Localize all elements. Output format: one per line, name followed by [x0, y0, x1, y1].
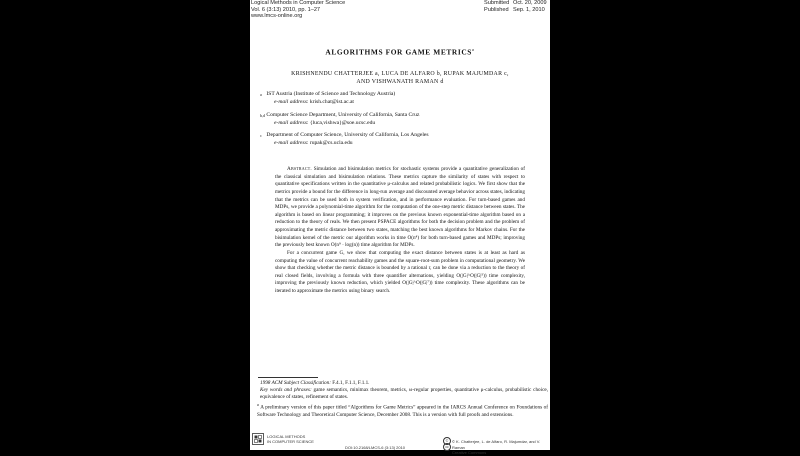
submitted-date: Oct. 20, 2009 — [513, 0, 547, 6]
email-label: e-mail address — [274, 139, 307, 146]
paper-page — [250, 0, 550, 456]
logo-line-2: IN COMPUTER SCIENCE — [267, 438, 314, 444]
logo-line-1: LOGICAL METHODS — [267, 434, 306, 439]
doi: DOI:10.2168/LMCS-6 (3:13) 2010 — [345, 445, 406, 450]
abstract-paragraph-1: Simulation and bisimulation metrics for stochastic systems provide a quantitative generalization of the classical simulation and bisimulation relations. These metrics capture the similarity of states with respect to quantitative specifications written in the quantitative μ-calculus and related probabilistic logics. We first show that the metrics provide a bound for the difference in long-run average and discounted average behavior across states, indicating that the metrics can be used both in system verification, and in performance evaluation. For turn-based games and MDPs, we provide a polynomial-time algorithm for the computation of the one-step metric distance between states. The algorithm is based on linear programming; it improves on the previous known exponential-time algorithm based on a reduction to the theory of reals. We then present PSPACE algorithms for both the decision problem and the problem of approximating the metric distance between two states, matching the best known algorithms for Markov chains. For the bisimulation kernel of the metric our algorithm works in time O(n⁴) for both turn-based games and MDPs; improving the previously best known O(n⁹ · log(n)) time algorithm for MDPs. — [275, 166, 525, 249]
affiliation-name: Computer Science Department, University of California, Santa Cruz — [266, 112, 420, 118]
paper-title — [250, 47, 550, 56]
affiliation-mark: a — [260, 92, 262, 97]
title-text: ALGORITHMS FOR GAME METRICS — [325, 47, 472, 57]
keywords-value: game semantics, minimax theorem, metrics, ω-regular properties, quantitative μ-calculus, probabilistic choice, equivalence of states, refinement of states. — [260, 387, 548, 401]
prelim-footnote-mark: a — [257, 402, 259, 407]
page-footer — [250, 432, 550, 456]
affiliation-mark: b,d — [260, 113, 265, 118]
copyright-icon: © — [443, 437, 451, 445]
acm-classification-label: 1998 ACM Subject Classification: — [260, 380, 331, 386]
email-address: : {luca,vishwa}@soe.ucsc.edu — [306, 119, 376, 126]
published-date: Sep. 1, 2010 — [513, 6, 545, 13]
email-address: : krish.chat@ist.ac.at — [306, 98, 354, 105]
journal-website: www.lmcs-online.org — [251, 13, 303, 20]
journal-name: Logical Methods in Computer Science — [251, 0, 346, 6]
footnotes — [254, 380, 548, 419]
copyright-notice — [452, 439, 550, 456]
lmcs-logo-text — [267, 435, 314, 444]
creative-commons-icon: cc — [443, 443, 451, 451]
title-footnote-mark: a — [471, 47, 475, 52]
abstract-label: Abstract. — [287, 166, 312, 172]
acm-classification-value: F.4.1, F.1.1, F.1.1. — [330, 380, 370, 386]
submitted-label: Submitted — [484, 0, 510, 6]
affiliation-bd — [260, 112, 530, 127]
email-label: e-mail address — [274, 119, 307, 126]
lmcs-logo-icon — [252, 433, 264, 445]
published-label: Published — [484, 6, 509, 13]
affiliation-mark: c — [260, 133, 262, 138]
abstract-paragraph-2: For a concurrent game G, we show that computing the exact distance between states is at least as hard as computing the value of concurrent reachability games and the square-root-sum problem in computational geometry. We show that checking whether the metric distance is bounded by a rational r, can be done via a reduction to the theory of real closed fields, involving a formula with three quantifier alternations, yielding O(|G|^O(|G|⁵)) time complexity, improving the previously known reduction, which yielded O(|G|^O(|G|⁷)) time complexity. These algorithms can be iterated to approximate the metrics using binary search. — [275, 249, 525, 294]
abstract — [275, 166, 525, 296]
copyright-line-1: © K. Chatterjee, L. de Alfaro, R. Majumdar, and V. Raman — [452, 439, 541, 450]
author-list — [270, 70, 530, 86]
affiliation-c — [260, 132, 530, 147]
affiliation-a — [260, 91, 530, 106]
copyright-line-2: Creative Commons — [452, 450, 487, 456]
prelim-footnote: A preliminary version of this paper titled “Algorithms for Game Metrics” appeared in the IARCS Annual Conference on Foundations of Software Technology and Theoretical Computer Science, December 2008. This is a version with full proofs and extensions. — [257, 404, 548, 418]
authors-line-1: KRISHNENDU CHATTERJEE a, LUCA DE ALFARO b, RUPAK MAJUMDAR c, — [291, 71, 509, 77]
email-address: : rupak@cs.ucla.edu — [306, 139, 353, 146]
journal-volume: Vol. 6 (3:13) 2010, pp. 1–27 — [251, 6, 321, 13]
authors-line-2: AND VISHWANATH RAMAN d — [356, 79, 444, 85]
affiliation-name: Department of Computer Science, University of California, Los Angeles — [266, 132, 429, 138]
affiliation-name: IST Austria (Institute of Science and Technology Austria) — [266, 91, 396, 97]
dates-header — [484, 0, 547, 13]
email-label: e-mail address — [274, 98, 307, 105]
keywords-label: Key words and phrases: — [260, 387, 312, 394]
footnote-rule — [258, 377, 318, 378]
journal-header — [251, 0, 345, 20]
